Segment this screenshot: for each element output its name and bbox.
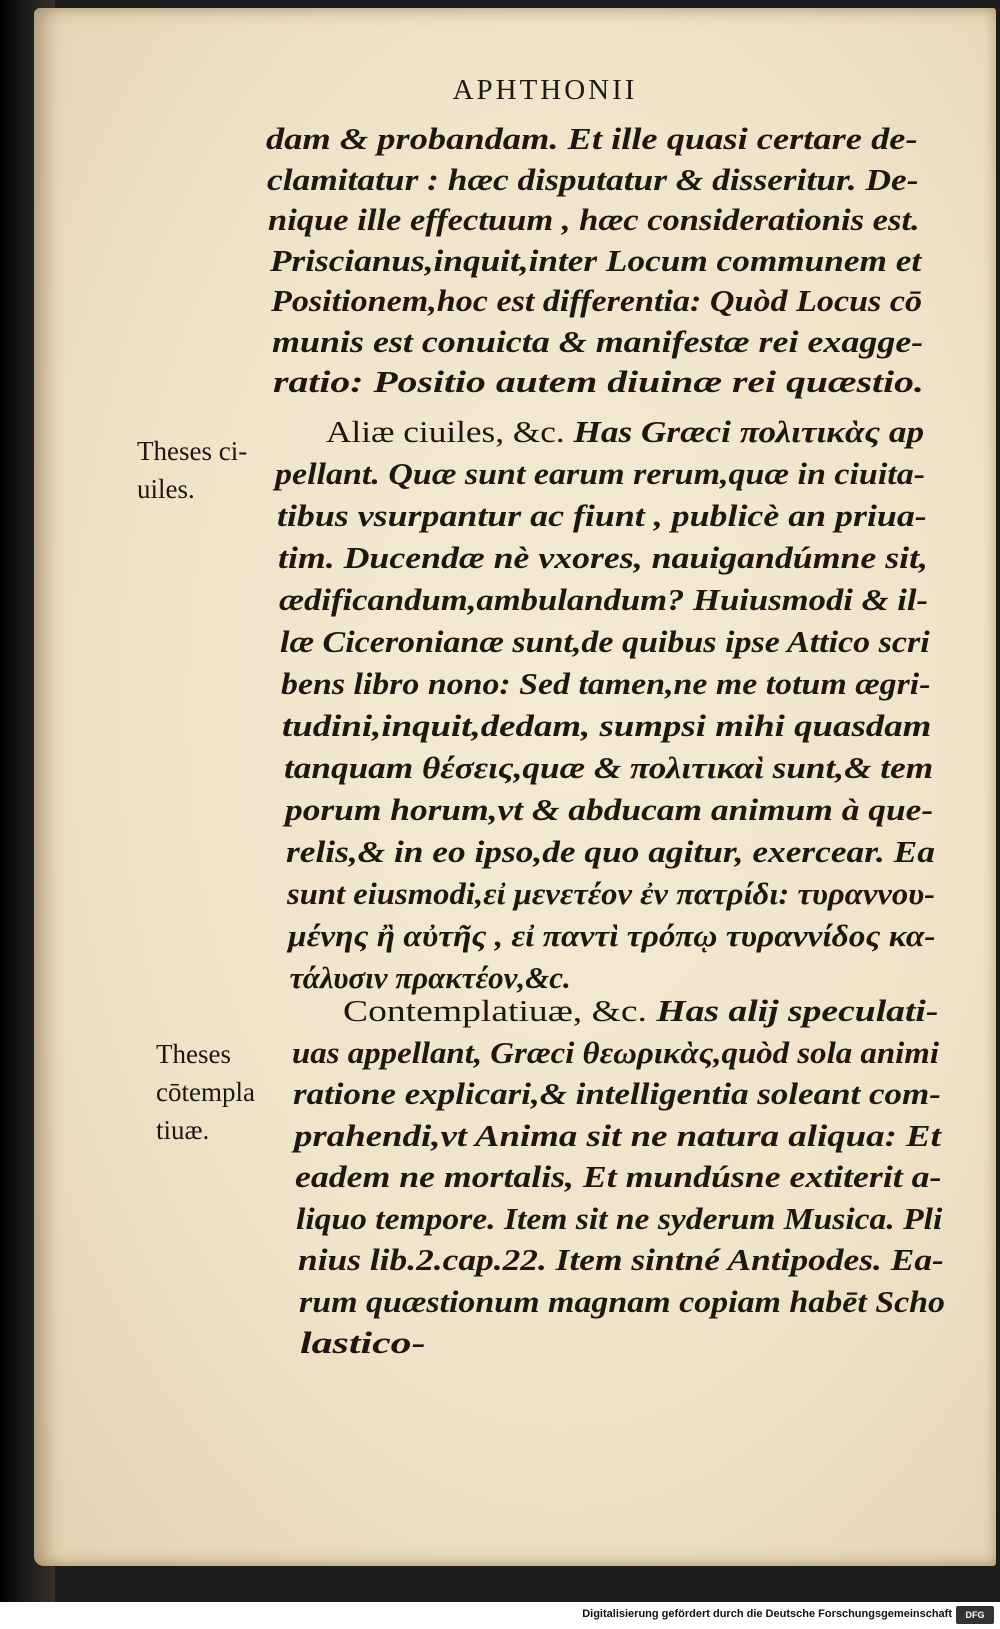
margin-note-line: uiles.	[137, 474, 195, 504]
digitization-footer	[0, 1602, 1000, 1629]
paragraph-lead: Contemplatiuæ, &c.	[342, 993, 647, 1028]
running-header: APHTHONII	[452, 74, 638, 106]
text-line: munis est conuicta & manifestæ rei exagge-	[271, 323, 924, 359]
text-line: ratione explicari,& intelligentia soleant com-	[292, 1076, 941, 1111]
dfg-credit-text: Digitalisierung gefördert durch die Deutsche Forschungsgemeinschaft	[582, 1608, 952, 1620]
paragraph-lead: Aliæ ciuiles, &c.	[326, 414, 565, 449]
margin-note-line: Theses	[156, 1039, 231, 1069]
text-line: eadem ne mortalis, Et mundúsne extiterit a-	[295, 1159, 942, 1194]
text-line: prahendi,vt Anima sit ne natura aliqua: Et	[294, 1117, 942, 1153]
text-line: pellant. Quæ sunt earum rerum,quæ in ciuita-	[275, 456, 926, 491]
text-line: nique ille effectuum , hæc considerationis est.	[268, 202, 921, 237]
text-line: Contemplatiuæ, &c. Has alij speculati-	[342, 993, 938, 1028]
text-line: bens libro nono: Sed tamen,ne me totum ægri-	[281, 666, 931, 701]
text-line: relis,& in eo ipso,de quo agitur, exercear. Ea	[285, 834, 935, 869]
text-line: Priscianus,inquit,inter Locum communem et	[269, 242, 921, 278]
dfg-logo: DFG	[956, 1606, 994, 1624]
text-line: Positionem,hoc est differentia: Quòd Locus cō	[270, 283, 922, 318]
text-line: dam & probandam. Et ille quasi certare de-	[266, 121, 918, 156]
text-line: lastico-	[300, 1325, 426, 1360]
text-line: liquo tempore. Item sit ne syderum Musica. Pli	[296, 1200, 943, 1236]
text-line: tudini,inquit,dedam, sumpsi mihi quasdam	[282, 708, 932, 743]
text-line: clamitatur : hæc disputatur & disseritur. De-	[267, 161, 919, 197]
text-line: uas appellant, Græci θεωρικὰς,quòd sola animi	[291, 1034, 939, 1070]
margin-note-line: Theses ci-	[137, 436, 248, 466]
text-line: tanquam θέσεις,quæ & πολιτικαὶ sunt,& tem	[283, 750, 933, 785]
text-line: tibus vsurpantur ac fiunt , publicè an priua-	[276, 498, 927, 533]
text-line: ratio: Positio autem diuinæ rei quæstio.	[273, 364, 924, 399]
margin-note-line: tiuæ.	[156, 1115, 210, 1145]
text-line: nius lib.2.cap.22. Item sintné Antipodes. Ea-	[297, 1242, 944, 1277]
text-line: Aliæ ciuiles, &c. Has Græci πολιτικὰς ap	[326, 414, 925, 449]
text-line: tim. Ducendæ nè vxores, nauigandúmne sit,	[277, 540, 928, 575]
book-page	[34, 8, 996, 1566]
text-line: ædificandum,ambulandum? Huiusmodi & il-	[278, 582, 928, 617]
text-line: sunt eiusmodi,εἰ μενετέον ἐν πατρίδι: τυραννου-	[287, 876, 936, 911]
text-line: porum horum,vt & abducam animum à que-	[284, 792, 933, 827]
text-line: rum quæstionum magnam copiam habēt Scho	[298, 1283, 945, 1319]
text-line: læ Ciceronianæ sunt,de quibus ipse Attico scri	[280, 624, 930, 659]
text-line: μένης ἢ αὐτῆς , εἰ παντὶ τρόπῳ τυραννίδος κα-	[288, 918, 936, 953]
margin-note-line: cōtempla	[156, 1077, 255, 1107]
text-line: τάλυσιν πρακτέον,&c.	[289, 960, 571, 995]
